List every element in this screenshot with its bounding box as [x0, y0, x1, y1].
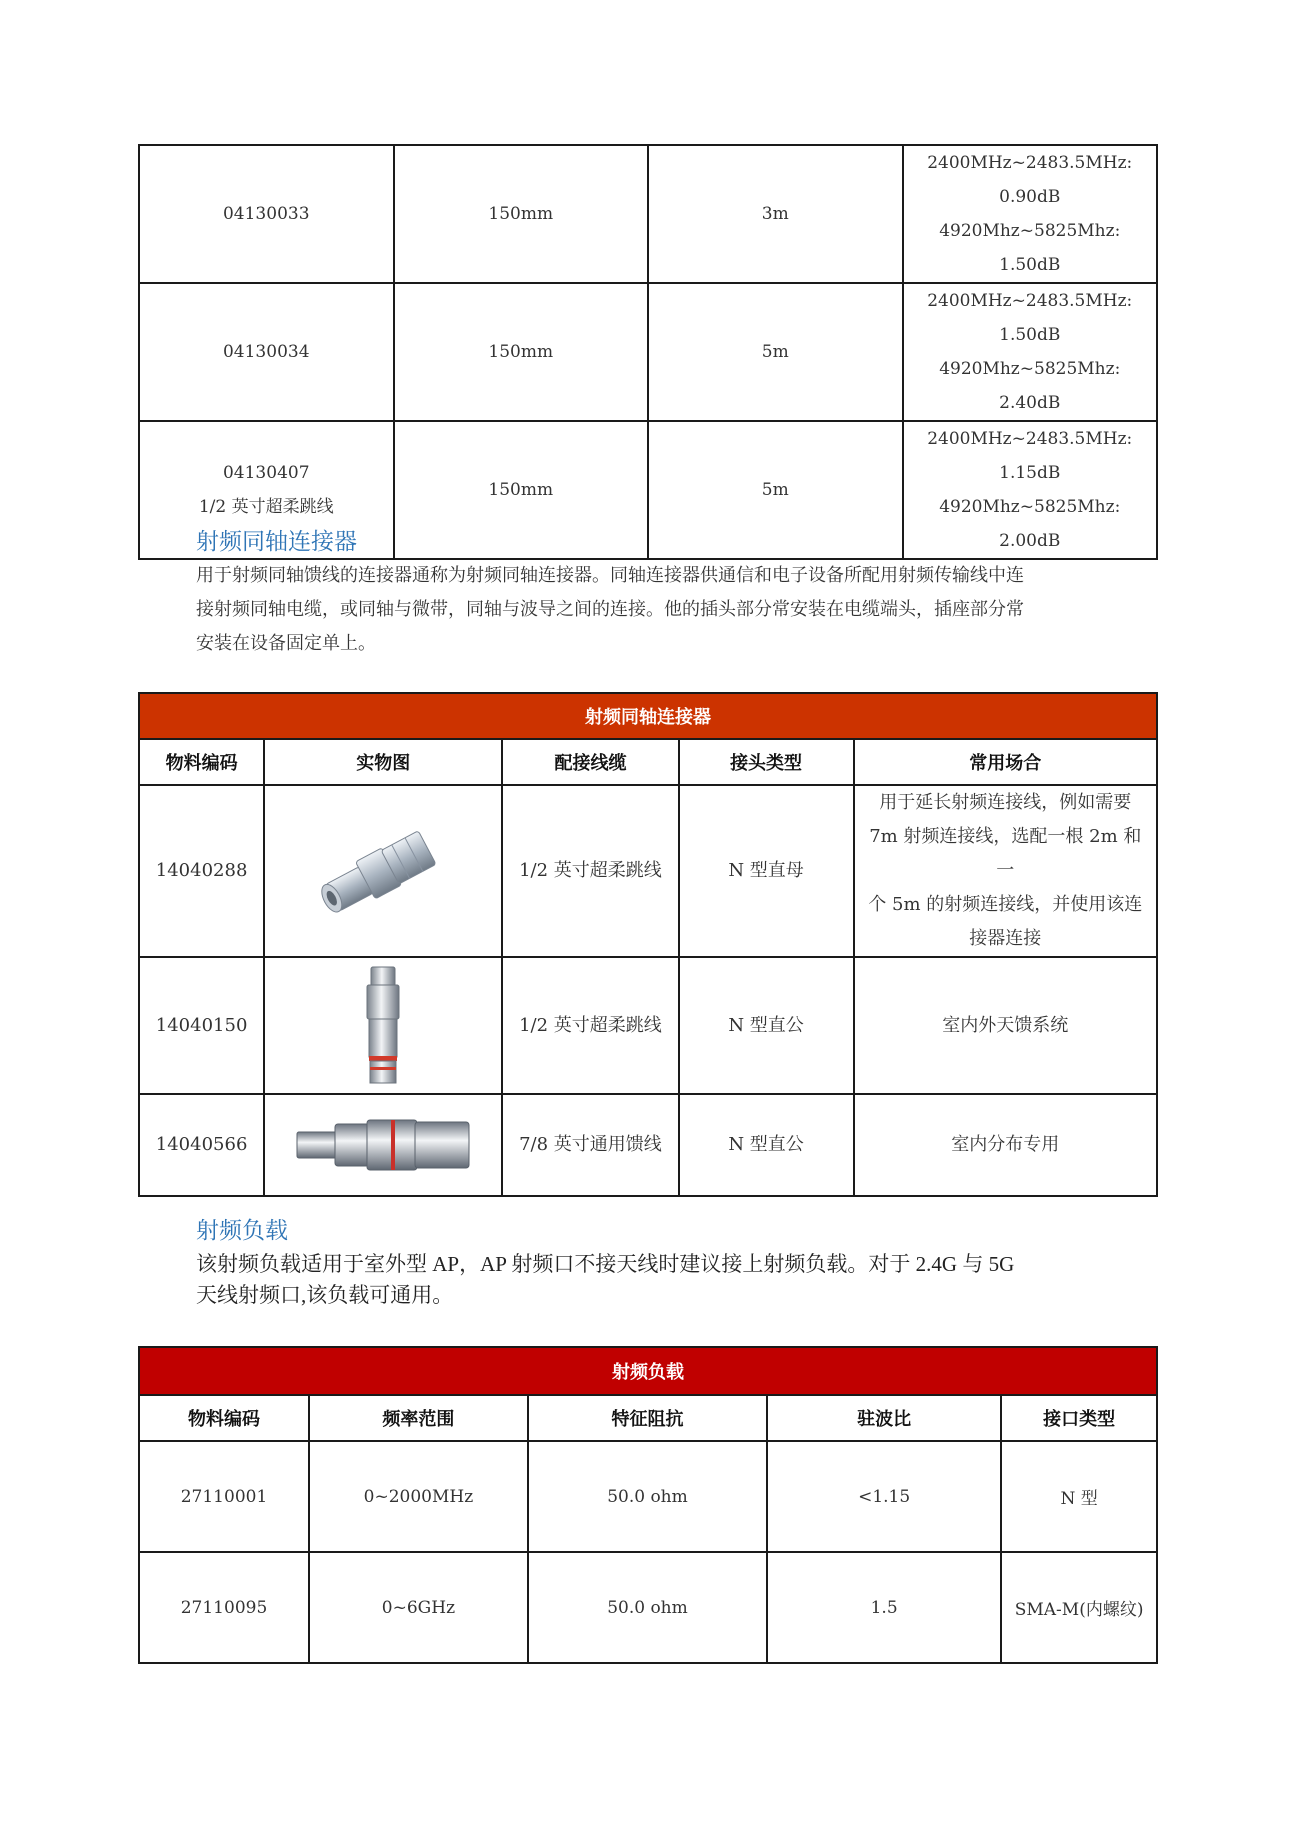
- usage-line: 个 5m 的射频连接线，并使用该连: [868, 894, 1143, 915]
- section-title-load: 射频负载: [196, 1218, 288, 1244]
- loss-line: 4920Mhz~5825Mhz: 1.50dB: [939, 221, 1121, 275]
- header-cell: 物料编码: [139, 1395, 309, 1441]
- cable-type: 7/8 英寸通用馈线: [502, 1094, 678, 1196]
- impedance: 50.0 ohm: [528, 1441, 767, 1552]
- cable-loss-table: [138, 144, 1158, 560]
- table-header-row: [139, 739, 1157, 785]
- header-cell: 配接线缆: [502, 739, 678, 785]
- product-photo: [264, 785, 502, 957]
- usage-cell: [854, 957, 1157, 1094]
- load-description: [196, 1249, 1116, 1311]
- usage-line: 7m 射频连接线，选配一根 2m 和一: [869, 826, 1142, 881]
- loss-line: 1.15dB: [999, 463, 1061, 483]
- frequency-range: 0~6GHz: [309, 1552, 528, 1663]
- connector-photo-male-large: [293, 1110, 473, 1180]
- table-row: [139, 283, 1157, 421]
- header-cell: 频率范围: [309, 1395, 528, 1441]
- header-cell: 特征阻抗: [528, 1395, 767, 1441]
- loss-line: 2400MHz~2483.5MHz:: [927, 153, 1133, 173]
- length-value: 150mm: [394, 145, 649, 283]
- material-code: 14040150: [139, 957, 264, 1094]
- material-code: 14040566: [139, 1094, 264, 1196]
- loss-line: 2400MHz~2483.5MHz:: [927, 291, 1133, 311]
- interface-type: N 型: [1001, 1441, 1157, 1552]
- header-cell: 实物图: [264, 739, 502, 785]
- material-code: 27110095: [139, 1552, 309, 1663]
- table-row: [139, 1552, 1157, 1663]
- table-header-row: [139, 1395, 1157, 1441]
- loss-cell: [903, 421, 1158, 559]
- connector-type: N 型直公: [679, 957, 854, 1094]
- material-code: 04130407: [222, 463, 310, 483]
- loss-cell: [903, 145, 1158, 283]
- product-photo: [264, 1094, 502, 1196]
- usage-cell: [854, 1094, 1157, 1196]
- product-photo: [264, 957, 502, 1094]
- material-code: 04130033: [139, 145, 394, 283]
- loss-line: 4920Mhz~5825Mhz: 2.00dB: [939, 497, 1121, 551]
- table-row: [139, 785, 1157, 957]
- usage-line: 室内外天馈系统: [942, 1014, 1069, 1036]
- connector-photo-male-straight: [353, 963, 413, 1088]
- connector-photo-female: [303, 816, 463, 926]
- table-banner: 射频同轴连接器: [139, 693, 1157, 739]
- vswr: <1.15: [767, 1441, 1001, 1552]
- header-cell: 接口类型: [1001, 1395, 1157, 1441]
- length-value: 3m: [648, 145, 903, 283]
- material-code: 04130034: [139, 283, 394, 421]
- connector-type: N 型直母: [679, 785, 854, 957]
- usage-line: 接器连接: [969, 928, 1042, 949]
- loss-line: 1.50dB: [999, 325, 1061, 345]
- connector-description: [196, 559, 1116, 661]
- material-note: 1/2 英寸超柔跳线: [198, 497, 334, 517]
- usage-line: 室内分布专用: [951, 1134, 1060, 1155]
- paragraph-line: 天线射频口,该负载可通用。: [196, 1283, 454, 1307]
- paragraph-line: 用于射频同轴馈线的连接器通称为射频同轴连接器。同轴连接器供通信和电子设备所配用射频传输线中连: [196, 565, 1024, 586]
- material-code: 27110001: [139, 1441, 309, 1552]
- table-row: [139, 145, 1157, 283]
- cable-type: 1/2 英寸超柔跳线: [502, 785, 678, 957]
- paragraph-line: 该射频负载适用于室外型 AP，AP 射频口不接天线时建议接上射频负载。对于 2.4G 与 5G: [196, 1252, 1015, 1276]
- usage-line: 用于延长射频连接线，例如需要: [879, 792, 1132, 813]
- table-row: [139, 1441, 1157, 1552]
- interface-type: SMA-M(内螺纹): [1001, 1552, 1157, 1663]
- frequency-range: 0~2000MHz: [309, 1441, 528, 1552]
- table-row: [139, 957, 1157, 1094]
- length-value: 150mm: [394, 283, 649, 421]
- loss-line: 2400MHz~2483.5MHz:: [927, 429, 1133, 449]
- header-cell: 物料编码: [139, 739, 264, 785]
- header-cell: 接头类型: [679, 739, 854, 785]
- connector-type: N 型直公: [679, 1094, 854, 1196]
- material-code: 14040288: [139, 785, 264, 957]
- paragraph-line: 接射频同轴电缆，或同轴与微带，同轴与波导之间的连接。他的插头部分常安装在电缆端头，插座部分常: [196, 599, 1024, 620]
- loss-line: 0.90dB: [999, 187, 1061, 207]
- vswr: 1.5: [767, 1552, 1001, 1663]
- length-value: 5m: [648, 421, 903, 559]
- paragraph-line: 安装在设备固定单上。: [196, 633, 376, 654]
- header-cell: 常用场合: [854, 739, 1157, 785]
- connector-table: [138, 692, 1158, 1197]
- loss-line: 4920Mhz~5825Mhz: 2.40dB: [939, 359, 1121, 413]
- cable-type: 1/2 英寸超柔跳线: [502, 957, 678, 1094]
- impedance: 50.0 ohm: [528, 1552, 767, 1663]
- header-cell: 驻波比: [767, 1395, 1001, 1441]
- loss-cell: [903, 283, 1158, 421]
- usage-cell: [854, 785, 1157, 957]
- table-banner: 射频负载: [139, 1347, 1157, 1395]
- length-value: 5m: [648, 283, 903, 421]
- section-title-connector: 射频同轴连接器: [196, 529, 357, 555]
- rf-load-table: [138, 1346, 1158, 1664]
- table-row: [139, 1094, 1157, 1196]
- length-value: 150mm: [394, 421, 649, 559]
